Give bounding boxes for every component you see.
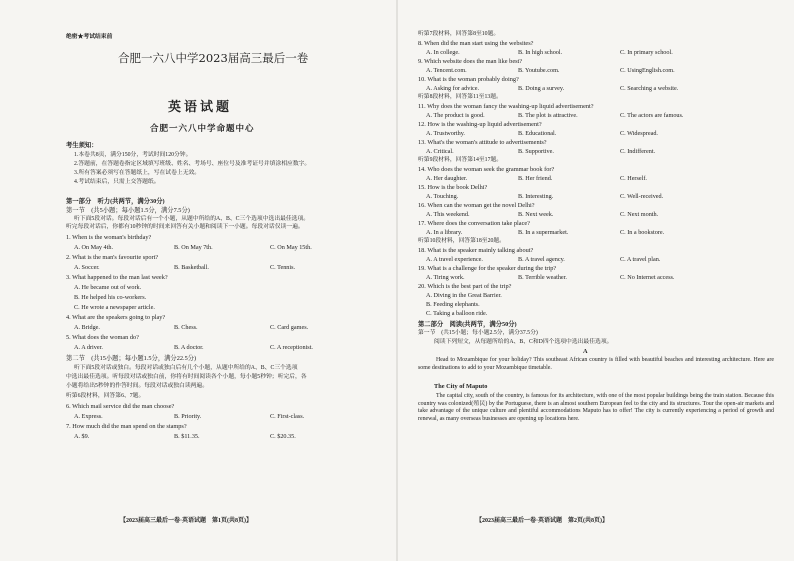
question-13: 13. What's the woman's attitude to advertisements? <box>418 139 547 146</box>
sec1-instr-2: 听完每段对话后，你都有10秒钟的时间来回答有关小题和阅读下一小题。每段对话仅读一遍。 <box>66 224 304 230</box>
q10-option-c: C. Searching a website. <box>620 85 679 92</box>
part2-title: 第二部分 阅读(共两节，满分50分) <box>418 321 517 328</box>
sec1-title: 第一节 (共5小题；每小题1.5分，满分7.5分) <box>66 207 190 214</box>
sec2-title: 第二节 (共15小题；每小题1.5分，满分22.5分) <box>66 355 197 362</box>
q12-option-b: B. Educational. <box>518 130 557 137</box>
question-18: 18. What is the speaker mainly talking about? <box>418 247 534 254</box>
q3-option-c: C. He wrote a newspaper article. <box>74 304 155 311</box>
q8-option-c: C. In primary school. <box>620 49 673 56</box>
q6-option-b: B. Priority. <box>174 413 202 420</box>
q18-option-a: A. A travel experience. <box>426 256 483 263</box>
sec2-instr-1: 听下面5段对话或独白。每段对话或独白后有几个小题，从题中所给的A、B、C三个选项 <box>74 365 298 371</box>
q1-option-c: C. On May 15th. <box>270 244 312 251</box>
q8-option-b: B. In high school. <box>518 49 563 56</box>
page-1-footer: 【2023届高三最后一卷·英语试题 第1页(共8页)】 <box>120 518 252 524</box>
question-8: 8. When did the man start using the websites? <box>418 40 534 47</box>
q10-option-b: B. Doing a survey. <box>518 85 565 92</box>
question-6: 6. Which mail service did the man choose? <box>66 403 175 410</box>
q7-option-a: A. $9. <box>74 433 90 440</box>
question-14: 14. Who does the woman seek the grammar book for? <box>418 166 555 173</box>
q13-option-b: B. Supportive. <box>518 148 554 155</box>
q1-option-b: B. On May 7th. <box>174 244 213 251</box>
q14-option-a: A. Her daughter. <box>426 175 468 182</box>
q15-option-c: C. Well-received. <box>620 193 664 200</box>
q16-option-b: B. Next week. <box>518 211 554 218</box>
q14-option-b: B. Her friend. <box>518 175 553 182</box>
q15-option-a: A. Touching. <box>426 193 459 200</box>
question-17: 17. Where does the conversation take place? <box>418 220 530 227</box>
part2-sec1-title: 第一节 (共15小题；每小题2.5分，满分37.5分) <box>418 330 538 336</box>
q17-option-b: B. In a supermarket. <box>518 229 569 236</box>
question-10: 10. What is the woman probably doing? <box>418 76 519 83</box>
q9-option-a: A. Tencent.com. <box>426 67 467 74</box>
city-heading: The City of Maputo <box>434 383 488 390</box>
notice-3: 3.所有答案必须写在答题纸上，写在试卷上无效。 <box>74 170 201 176</box>
part1-title: 第一部分 听力(共两节，满分30分) <box>66 198 165 205</box>
material-8-label: 听第8段材料，回答第11至13题。 <box>418 94 502 100</box>
question-7: 7. How much did the man spend on the stamps? <box>66 423 187 430</box>
question-1: 1. When is the woman's birthday? <box>66 234 152 241</box>
sec1-instr-1: 听下面5段对话。每段对话后有一个小题，从题中所给的A、B、C三个选项中选出最佳选项。 <box>74 216 310 222</box>
notice-4: 4.考试结束后，只需上交答题纸。 <box>74 179 160 185</box>
q6-option-a: A. Express. <box>74 413 103 420</box>
q7-option-b: B. $11.35. <box>174 433 200 440</box>
secret-mark: 绝密★考试结束前 <box>66 34 113 40</box>
q8-option-a: A. In college. <box>426 49 460 56</box>
q9-option-b: B. Youtube.com. <box>518 67 560 74</box>
q2-option-c: C. Tennis. <box>270 264 296 271</box>
question-3: 3. What happened to the man last week? <box>66 274 168 281</box>
question-20: 20. Which is the best part of the trip? <box>418 283 512 290</box>
q9-option-c: C. UsingEnglish.com. <box>620 67 675 74</box>
q2-option-a: A. Soccer. <box>74 264 100 271</box>
q7-option-c: C. $20.35. <box>270 433 296 440</box>
q10-option-a: A. Asking for advice. <box>426 85 480 92</box>
city-paragraph: The capital city, south of the country, is famous for its architecture, with one of the most popular buildings being the train station. Because this country was colonized(殖民) by the Portuguese, there is an almost southern European feel to the city and its structures. Tour the open-air markets and take advantage of the unique culture and plentiful accommodations Maputo has to offer! The city is currently experiencing a period of growth and renewal, as many overseas businesses are opening up locations here. <box>418 393 774 422</box>
sec2-instr-2: 中选出最佳选项。听每段对话或独白前，你将有时间阅读各个小题，每小题5秒钟；听完后，各 <box>66 374 307 380</box>
question-16: 16. When can the woman get the novel Delhi? <box>418 202 535 209</box>
q15-option-b: B. Interesting. <box>518 193 554 200</box>
question-9: 9. Which website does the man like best? <box>418 58 523 65</box>
material-10-label: 听第10段材料，回答第18至20题。 <box>418 238 505 244</box>
passage-label: A <box>583 348 588 355</box>
q2-option-b: B. Basketball. <box>174 264 209 271</box>
q5-option-c: C. A receptionist. <box>270 344 313 351</box>
q4-option-a: A. Bridge. <box>74 324 100 331</box>
q20-option-a: A. Diving in the Great Barrier. <box>426 292 502 299</box>
material-6-label: 听第6段材料，回答第6、7题。 <box>66 393 145 399</box>
notice-title: 考生须知： <box>66 142 98 149</box>
school-title: 合肥一六八中学2023届高三最后一卷 <box>118 51 309 65</box>
material-7-label: 听第7段材料，回答第8至10题。 <box>418 31 500 37</box>
notice-1: 1.本卷共8页，满分150分，考试时间120分钟。 <box>74 152 192 158</box>
page-2 <box>398 0 794 561</box>
q5-option-a: A. A driver. <box>74 344 103 351</box>
q11-option-a: A. The product is good. <box>426 112 485 119</box>
q16-option-a: A. This weekend. <box>426 211 470 218</box>
question-15: 15. How is the book Delhi? <box>418 184 488 191</box>
q11-option-b: B. The plot is attractive. <box>518 112 578 119</box>
q20-option-b: B. Feeding elephants. <box>426 301 480 308</box>
q12-option-c: C. Widespread. <box>620 130 658 137</box>
q17-option-a: A. In a library. <box>426 229 463 236</box>
q5-option-b: B. A doctor. <box>174 344 204 351</box>
q17-option-c: C. In a bookstore. <box>620 229 665 236</box>
q4-option-b: B. Chess. <box>174 324 198 331</box>
passage-intro: Head to Mozambique for your holiday? This southeast African country is filled with beautiful beaches and interesting architecture. Here are some destinations to add to your Mozambique timetable. <box>418 357 774 371</box>
q13-option-c: C. Indifferent. <box>620 148 656 155</box>
q18-option-b: B. A travel agency. <box>518 256 565 263</box>
sec2-instr-3: 小题将给出5秒钟的作答时间。每段对话或独白读两遍。 <box>66 383 209 389</box>
q3-option-b: B. He helped his co-workers. <box>74 294 147 301</box>
q19-option-b: B. Terrible weather. <box>518 274 567 281</box>
q1-option-a: A. On May 4th. <box>74 244 114 251</box>
question-12: 12. How is the washing-up liquid advertisement? <box>418 121 542 128</box>
question-5: 5. What does the woman do? <box>66 334 139 341</box>
q16-option-c: C. Next month. <box>620 211 659 218</box>
q14-option-c: C. Herself. <box>620 175 647 182</box>
q20-option-c: C. Taking a balloon ride. <box>426 310 488 317</box>
center-title: 合肥一六八中学命题中心 <box>150 123 255 133</box>
page-1 <box>0 0 396 561</box>
question-2: 2. What is the man's favourite sport? <box>66 254 159 261</box>
subject-title: 英语试题 <box>168 100 233 115</box>
q6-option-c: C. First-class. <box>270 413 305 420</box>
question-11: 11. Why does the woman fancy the washing-up liquid advertisement? <box>418 103 594 110</box>
q3-option-a: A. He became out of work. <box>74 284 142 291</box>
q11-option-c: C. The actors are famous. <box>620 112 684 119</box>
notice-2: 2.答题前，在答题卷指定区域填写班级、姓名、考场号、座位号及准考证号并填涂相应数字。 <box>74 161 311 167</box>
page-2-footer: 【2023届高三最后一卷·英语试题 第2页(共8页)】 <box>476 518 608 524</box>
material-9-label: 听第9段材料，回答第14至17题。 <box>418 157 503 163</box>
q4-option-c: C. Card games. <box>270 324 309 331</box>
q13-option-a: A. Critical. <box>426 148 454 155</box>
q18-option-c: C. A travel plan. <box>620 256 661 263</box>
part2-instructions: 阅读下列短文，从每题所给的A、B、C和D四个选项中选出最佳选项。 <box>434 339 613 345</box>
q12-option-a: A. Trustworthy. <box>426 130 465 137</box>
q19-option-c: C. No Internet access. <box>620 274 675 281</box>
question-4: 4. What are the speakers going to play? <box>66 314 166 321</box>
q19-option-a: A. Tiring work. <box>426 274 465 281</box>
question-19: 19. What is a challenge for the speaker during the trip? <box>418 265 557 272</box>
